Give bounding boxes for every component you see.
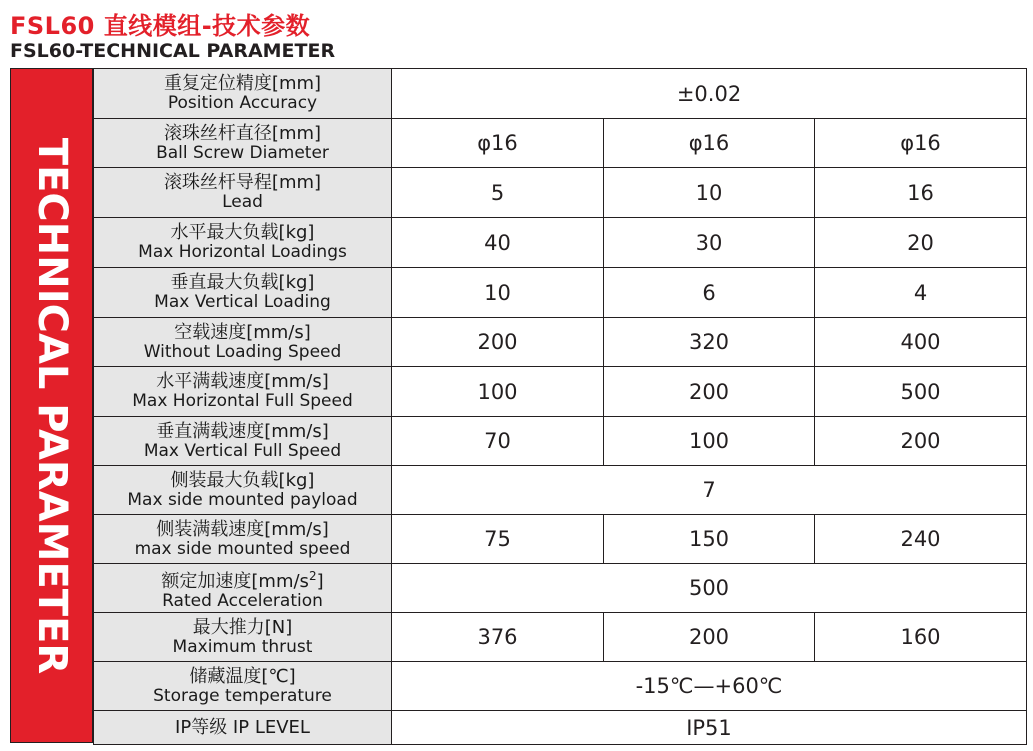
row-label (94, 417, 392, 466)
value-cell: 200 (604, 367, 815, 417)
label-cn: 垂直最大负载[kg] (170, 272, 315, 293)
row-label (94, 268, 392, 318)
merged-value-cell: ±0.02 (392, 69, 1027, 119)
label-en: max side mounted speed (134, 538, 351, 559)
label-combined: IP等级 IP LEVEL (175, 716, 310, 738)
value-cell: 200 (815, 417, 1027, 466)
label-cn (94, 566, 391, 592)
row-label (94, 168, 392, 218)
merged-value-cell: 7 (392, 466, 1027, 515)
table-row (94, 711, 1027, 745)
row-label (94, 69, 392, 119)
label-en: Max Vertical Loading (154, 292, 331, 312)
label-en: Max Vertical Full Speed (143, 440, 342, 461)
table-row (94, 218, 1027, 268)
value-cell: 6 (604, 268, 815, 318)
label-cn: 滚珠丝杆导程[mm] (163, 172, 322, 193)
label-cn: 储藏温度[℃] (189, 665, 296, 687)
row-label (94, 367, 392, 417)
value-cell: 4 (815, 268, 1027, 318)
label-en: Max Horizontal Loadings (138, 242, 347, 262)
value-cell: 10 (604, 168, 815, 218)
row-label (94, 318, 392, 367)
value-cell: φ16 (815, 119, 1027, 168)
label-cn: 侧装满载速度[mm/s] (156, 518, 329, 540)
label-cn: 滚珠丝杆直径[mm] (163, 122, 322, 144)
value-cell: 100 (604, 417, 815, 466)
value-cell: 5 (392, 168, 604, 218)
value-cell: 75 (392, 515, 604, 564)
row-label (94, 662, 392, 711)
value-cell: 30 (604, 218, 815, 268)
merged-value-cell: IP51 (392, 711, 1027, 745)
value-cell: 200 (604, 613, 815, 662)
label-cn: 水平最大负载[kg] (170, 222, 315, 243)
value-cell: 70 (392, 417, 604, 466)
value-cell: 150 (604, 515, 815, 564)
superscript: 2 (308, 568, 317, 583)
table-row (94, 564, 1027, 613)
value-cell: 40 (392, 218, 604, 268)
table-row (94, 515, 1027, 564)
side-banner (10, 68, 93, 743)
label-en: Ball Screw Diameter (156, 142, 329, 163)
side-banner-label: TECHNICAL PARAMETER (29, 137, 75, 675)
label-en: Max side mounted payload (127, 489, 358, 510)
label-en: Max Horizontal Full Speed (132, 391, 353, 411)
value-cell: 320 (604, 318, 815, 367)
label-cn-text: 额定加速度[mm/s (161, 570, 309, 592)
table-row (94, 417, 1027, 466)
value-cell: φ16 (392, 119, 604, 168)
label-en: Rated Acceleration (162, 590, 323, 611)
label-cn: 最大推力[N] (192, 616, 293, 638)
label-en: Maximum thrust (172, 636, 313, 657)
parameter-table (93, 68, 1027, 745)
table-row (94, 119, 1027, 168)
label-cn: 水平满载速度[mm/s] (156, 371, 329, 392)
value-cell: 376 (392, 613, 604, 662)
value-cell: 400 (815, 318, 1027, 367)
label-cn: 侧装最大负载[kg] (170, 469, 315, 491)
row-label (94, 119, 392, 168)
label-cn-tail: ] (316, 570, 324, 592)
merged-value-cell: 500 (392, 564, 1027, 613)
label-en: Without Loading Speed (143, 341, 342, 362)
label-en: Lead (222, 192, 263, 212)
merged-value-cell: -15℃—+60℃ (392, 662, 1027, 711)
page-title-en: FSL60-TECHNICAL PARAMETER (10, 40, 336, 62)
row-label (94, 218, 392, 268)
row-label (94, 564, 392, 613)
value-cell: 10 (392, 268, 604, 318)
page-title-cn: FSL60 直线模组-技术参数 (10, 12, 311, 40)
row-label (94, 466, 392, 515)
label-en: Storage temperature (153, 685, 332, 706)
value-cell: 500 (815, 367, 1027, 417)
value-cell: φ16 (604, 119, 815, 168)
table-row (94, 168, 1027, 218)
value-cell: 16 (815, 168, 1027, 218)
table-row (94, 367, 1027, 417)
row-label (94, 515, 392, 564)
table-row (94, 662, 1027, 711)
table-row (94, 69, 1027, 119)
value-cell: 20 (815, 218, 1027, 268)
label-en: Position Accuracy (167, 93, 318, 113)
table-row (94, 613, 1027, 662)
value-cell: 100 (392, 367, 604, 417)
table-row (94, 466, 1027, 515)
label-cn: 重复定位精度[mm] (163, 73, 322, 94)
value-cell: 160 (815, 613, 1027, 662)
table-row (94, 268, 1027, 318)
label-cn: 垂直满载速度[mm/s] (156, 420, 329, 442)
row-label (94, 711, 392, 745)
label-cn: 空载速度[mm/s] (174, 321, 311, 343)
table-row (94, 318, 1027, 367)
row-label (94, 613, 392, 662)
value-cell: 200 (392, 318, 604, 367)
value-cell: 240 (815, 515, 1027, 564)
